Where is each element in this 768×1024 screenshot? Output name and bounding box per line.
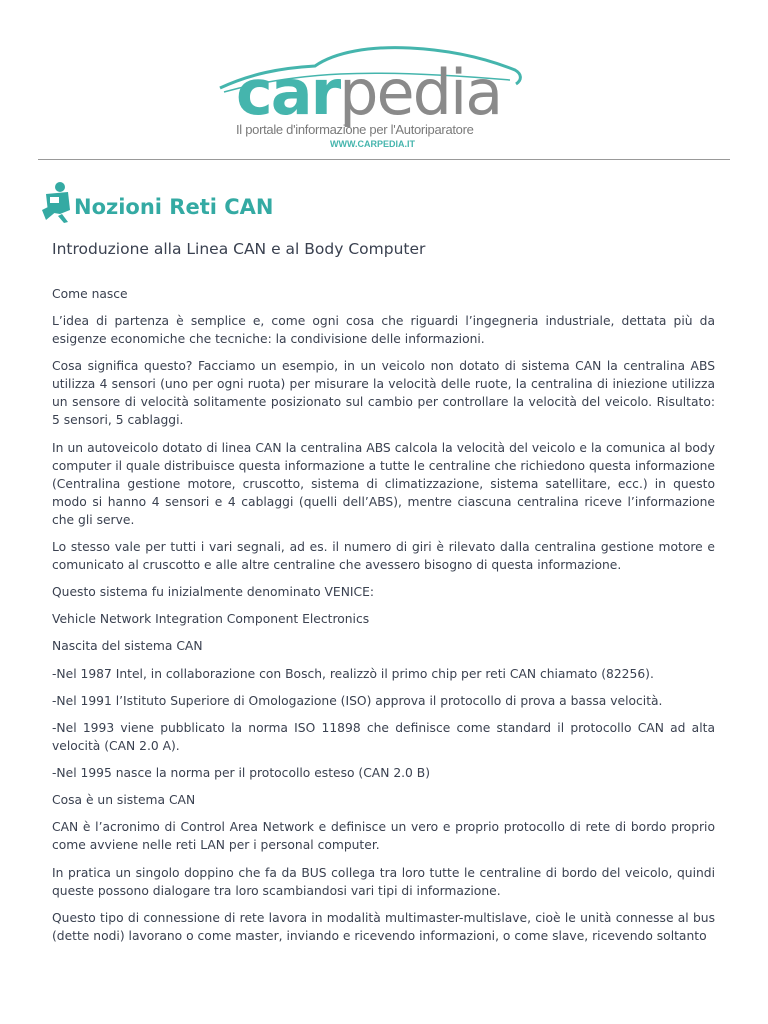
paragraph: In pratica un singolo doppino che fa da BUS collega tra loro tutte le centraline di bordo del veicolo, quindi queste possono dialogare tra loro scambiandosi vari tipi di informazione. (52, 865, 715, 898)
paragraph: Lo stesso vale per tutti i vari segnali, ad es. il numero di giri è rilevato dalla centralina gestione motore e comunicato al cruscotto e alle altre centraline che avessero bisogno di questa informazione. (52, 539, 715, 572)
paragraph: Questo sistema fu inizialmente denominato VENICE: (52, 584, 375, 599)
list-item: -Nel 1991 l’Istituto Superiore di Omologazione (ISO) approva il protocollo di prova a bassa velocità. (52, 693, 663, 708)
page-title: Nozioni Reti CAN (74, 195, 274, 219)
paragraph: Vehicle Network Integration Component Electronics (52, 612, 370, 627)
logo-wordmark (236, 56, 502, 129)
logo-word-pedia: pedia (339, 56, 502, 129)
paragraph: Questo tipo di connessione di rete lavora in modalità multimaster-multislave, cioè le unità connesse al bus (dette nodi) lavorano o come master, inviando e ricevendo informazioni, o come slave, ricevendo soltanto (52, 910, 715, 943)
logo-url-link[interactable]: WWW.CARPEDIA.IT (330, 139, 415, 149)
page-subtitle: Introduzione alla Linea CAN e al Body Computer (52, 240, 426, 258)
list-item: -Nel 1993 viene pubblicato la norma ISO 11898 che definisce come standard il protocollo CAN ad alta velocità (CAN 2.0 A). (52, 720, 715, 753)
list-item: -Nel 1987 Intel, in collaborazione con Bosch, realizzò il primo chip per reti CAN chiamato (82256). (52, 666, 654, 681)
paragraph: Cosa significa questo? Facciamo un esempio, in un veicolo non dotato di sistema CAN la centralina ABS utilizza 4 sensori (uno per ogni ruota) per misurare la velocità delle ruote, la centralina di iniezione utilizza un sensore di velocità solitamente posizionato sul cambio per controllare la velocità del veicolo. Risultato: 5 sensori, 5 cablaggi. (52, 359, 715, 428)
article-body (52, 285, 715, 954)
mechanic-figure-icon (38, 180, 74, 224)
logo-tagline: Il portale d'informazione per l'Autoriparatore (236, 122, 474, 137)
page-header (0, 0, 768, 160)
section-heading: Come nasce (52, 287, 128, 301)
section-heading: Cosa è un sistema CAN (52, 793, 196, 808)
list-item: -Nel 1995 nasce la norma per il protocollo esteso (CAN 2.0 B) (52, 766, 431, 781)
paragraph: CAN è l’acronimo di Control Area Network e definisce un vero e proprio protocollo di rete di bordo proprio come avviene nelle reti LAN per i personal computer. (52, 820, 715, 853)
paragraph: L’idea di partenza è semplice e, come ogni cosa che riguardi l’ingegneria industriale, dettata più da esigenze economiche che tecniche: la condivisione delle informazioni. (52, 314, 715, 347)
section-heading: Nascita del sistema CAN (52, 639, 203, 654)
header-divider (38, 159, 730, 160)
paragraph: In un autoveicolo dotato di linea CAN la centralina ABS calcola la velocità del veicolo e la comunica al body computer il quale distribuisce questa informazione a tutte le centraline che richiedono questa informazione (Centralina gestione motore, cruscotto, sistema di climatizzazione, sistema satellitare, ecc.) in questo modo si hanno 4 sensori e 4 cablaggi (quelli dell’ABS), mentre ciascuna centralina riceve l’informazione che gli serve. (52, 440, 715, 527)
logo-word-car: car (236, 56, 340, 129)
